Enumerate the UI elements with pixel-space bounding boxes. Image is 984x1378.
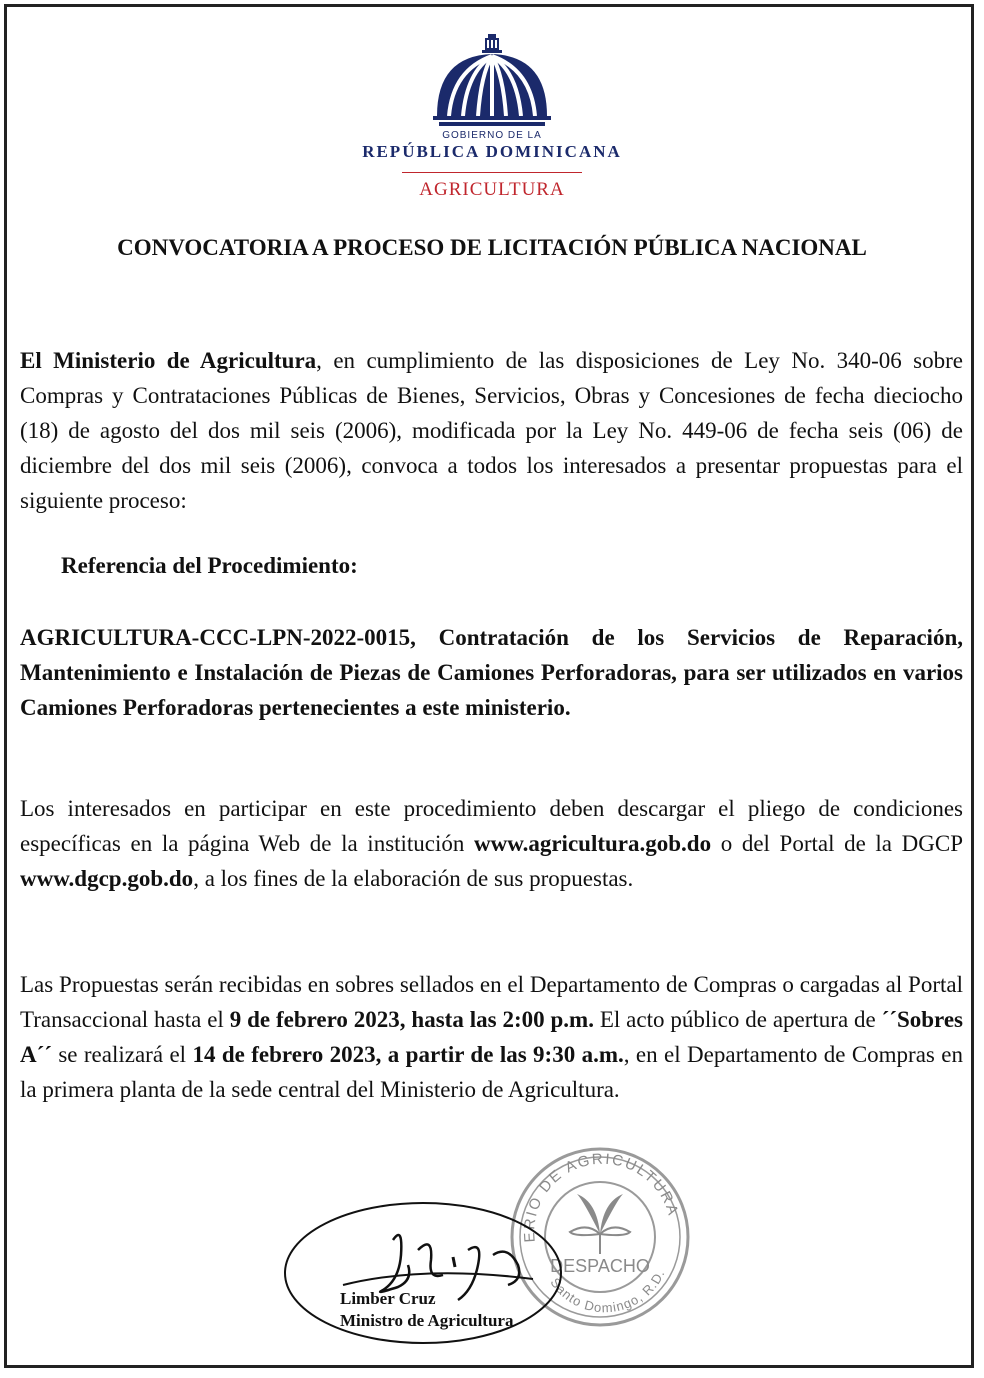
header-logo (0, 30, 984, 201)
intro-lead: El Ministerio de Agricultura (20, 348, 317, 373)
intro-text: , en cumplimiento de las disposiciones de Ley No. 340-06 sobre Compras y Contrataciones Públicas de Bienes, Servicios, Obras y Concesiones de fecha dieciocho (18) de agosto del dos mil seis (2006), modificada por la Ley No. 449-06 de fecha seis (06) de diciembre del dos mil seis (2006), convoca a todos los interesados a presentar propuestas para el siguiente proceso: (20, 348, 963, 513)
reference-text: AGRICULTURA-CCC-LPN-2022-0015, Contratación de los Servicios de Reparación, Mantenimiento e Instalación de Piezas de Camiones Perforadoras, para ser utilizados en varios Camiones Perforadoras pertenecientes a este ministerio. (20, 625, 963, 720)
proposals-text-3: se realizará el (51, 1042, 193, 1067)
download-text-3: , a los fines de la elaboración de sus propuestas. (193, 866, 634, 891)
proposals-text-1: Las Propuestas serán recibidas en sobres sellados en el Departamento de Compras o cargadas al Portal Transaccional hasta el (20, 972, 963, 1032)
dgcp-url: www.dgcp.gob.do (20, 866, 194, 891)
gov-line-2: REPÚBLICA DOMINICANA (362, 142, 622, 161)
proposals-text-4: , en el Departamento de Compras en la primera planta de la sede central del Ministerio de Agricultura. (20, 1042, 963, 1102)
handwritten-signature (283, 1195, 583, 1355)
sobres-label: ´´Sobres A´´ (20, 1007, 963, 1067)
signatory-title: Ministro de Agricultura (340, 1311, 514, 1330)
seal-bottom-text: Santo Domingo, R.D. (547, 1266, 668, 1316)
opening-date: 14 de febrero 2023, a partir de las 9:30 a.m. (192, 1042, 624, 1067)
dome-emblem-icon (427, 30, 557, 130)
reference-label: Referencia del Procedimiento: (61, 553, 358, 578)
download-paragraph (20, 791, 963, 896)
proposals-paragraph (20, 967, 963, 1107)
ministry-name: AGRICULTURA (419, 179, 565, 200)
signatory-name: Limber Cruz (340, 1289, 436, 1308)
page-title: CONVOCATORIA A PROCESO DE LICITACIÓN PÚBLICA NACIONAL (117, 235, 867, 260)
gov-line-1: GOBIERNO DE LA (442, 130, 542, 141)
agricultura-url: www.agricultura.gob.do (474, 831, 712, 856)
header-divider (402, 172, 582, 173)
intro-paragraph (20, 343, 963, 518)
download-text-1: Los interesados en participar en este procedimiento deben descargar el pliego de condiciones específicas en la página Web de la institución (20, 796, 963, 856)
seal-top-text: ERIO DE AGRICULTURA (521, 1150, 682, 1243)
seal-center-text: DESPACHO (550, 1256, 650, 1276)
proposals-text-2: El acto público de apertura de (593, 1007, 882, 1032)
deadline-date: 9 de febrero 2023, hasta las 2:00 p.m. (229, 1007, 594, 1032)
download-text-2: o del Portal de la DGCP (711, 831, 963, 856)
